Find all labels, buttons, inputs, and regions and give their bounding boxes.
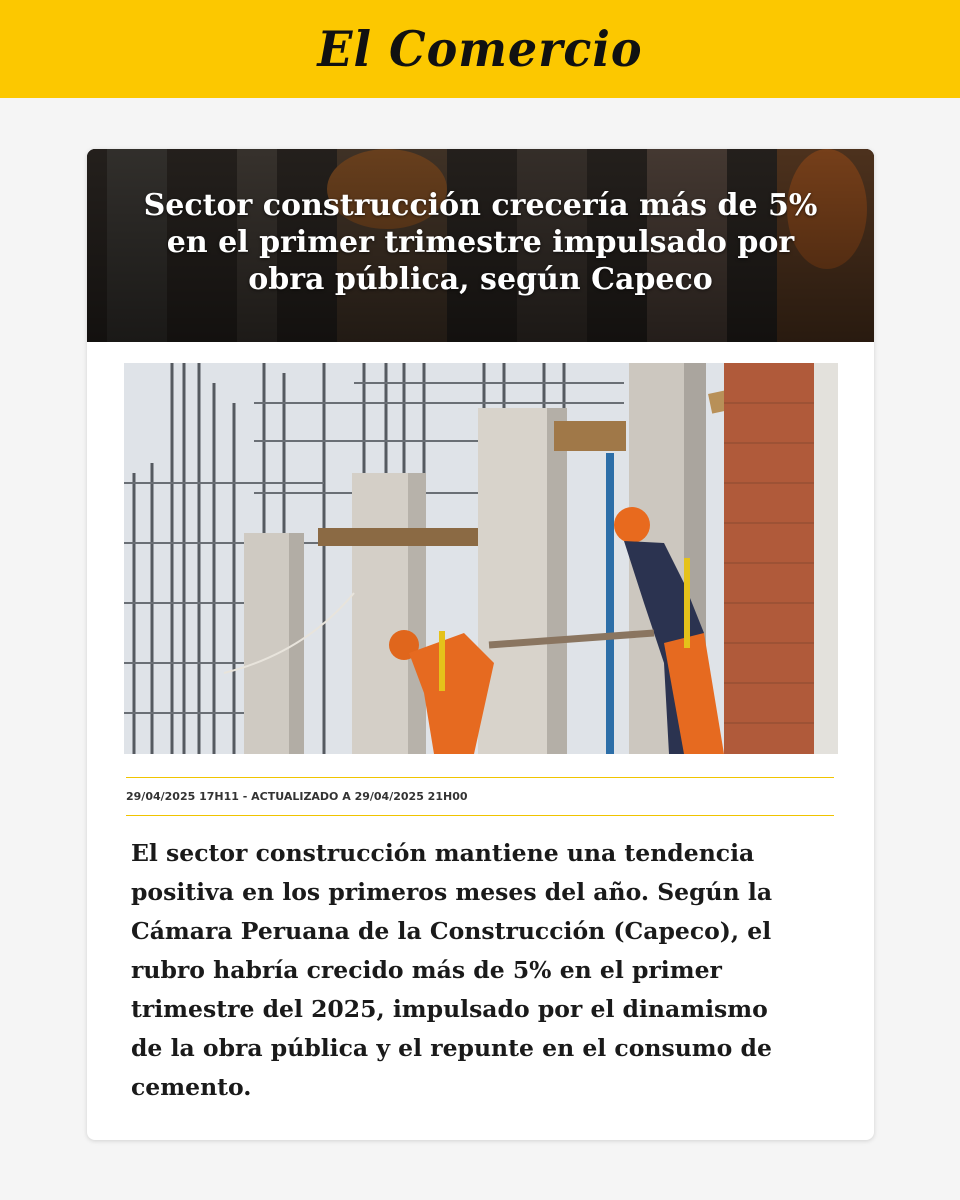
headline-hero bbox=[87, 149, 874, 342]
article-card bbox=[87, 149, 874, 1140]
meta-divider-top bbox=[126, 777, 834, 778]
article-lead-paragraph: El sector construcción mantiene una tendencia positiva en los primeros meses del año. Según la Cámara Peruana de la Construcción (Capeco), el rubro habría crecido más de 5% en el primer trimestre del 2025, impulsado por el dinamismo de la obra pública y el repunte en el consumo de cemento. bbox=[131, 839, 773, 1101]
el-comercio-logo[interactable]: El Comercio bbox=[317, 20, 643, 78]
meta-divider-bottom bbox=[126, 815, 834, 816]
article-timestamp: 29/04/2025 17H11 - ACTUALIZADO A 29/04/2025 21H00 bbox=[126, 790, 468, 803]
construction-photo bbox=[124, 363, 838, 754]
article-headline[interactable]: Sector construcción crecería más de 5% en el primer trimestre impulsado por obra pública, según Capeco bbox=[143, 188, 818, 297]
masthead bbox=[0, 0, 960, 98]
construction-photo-image bbox=[124, 363, 838, 754]
